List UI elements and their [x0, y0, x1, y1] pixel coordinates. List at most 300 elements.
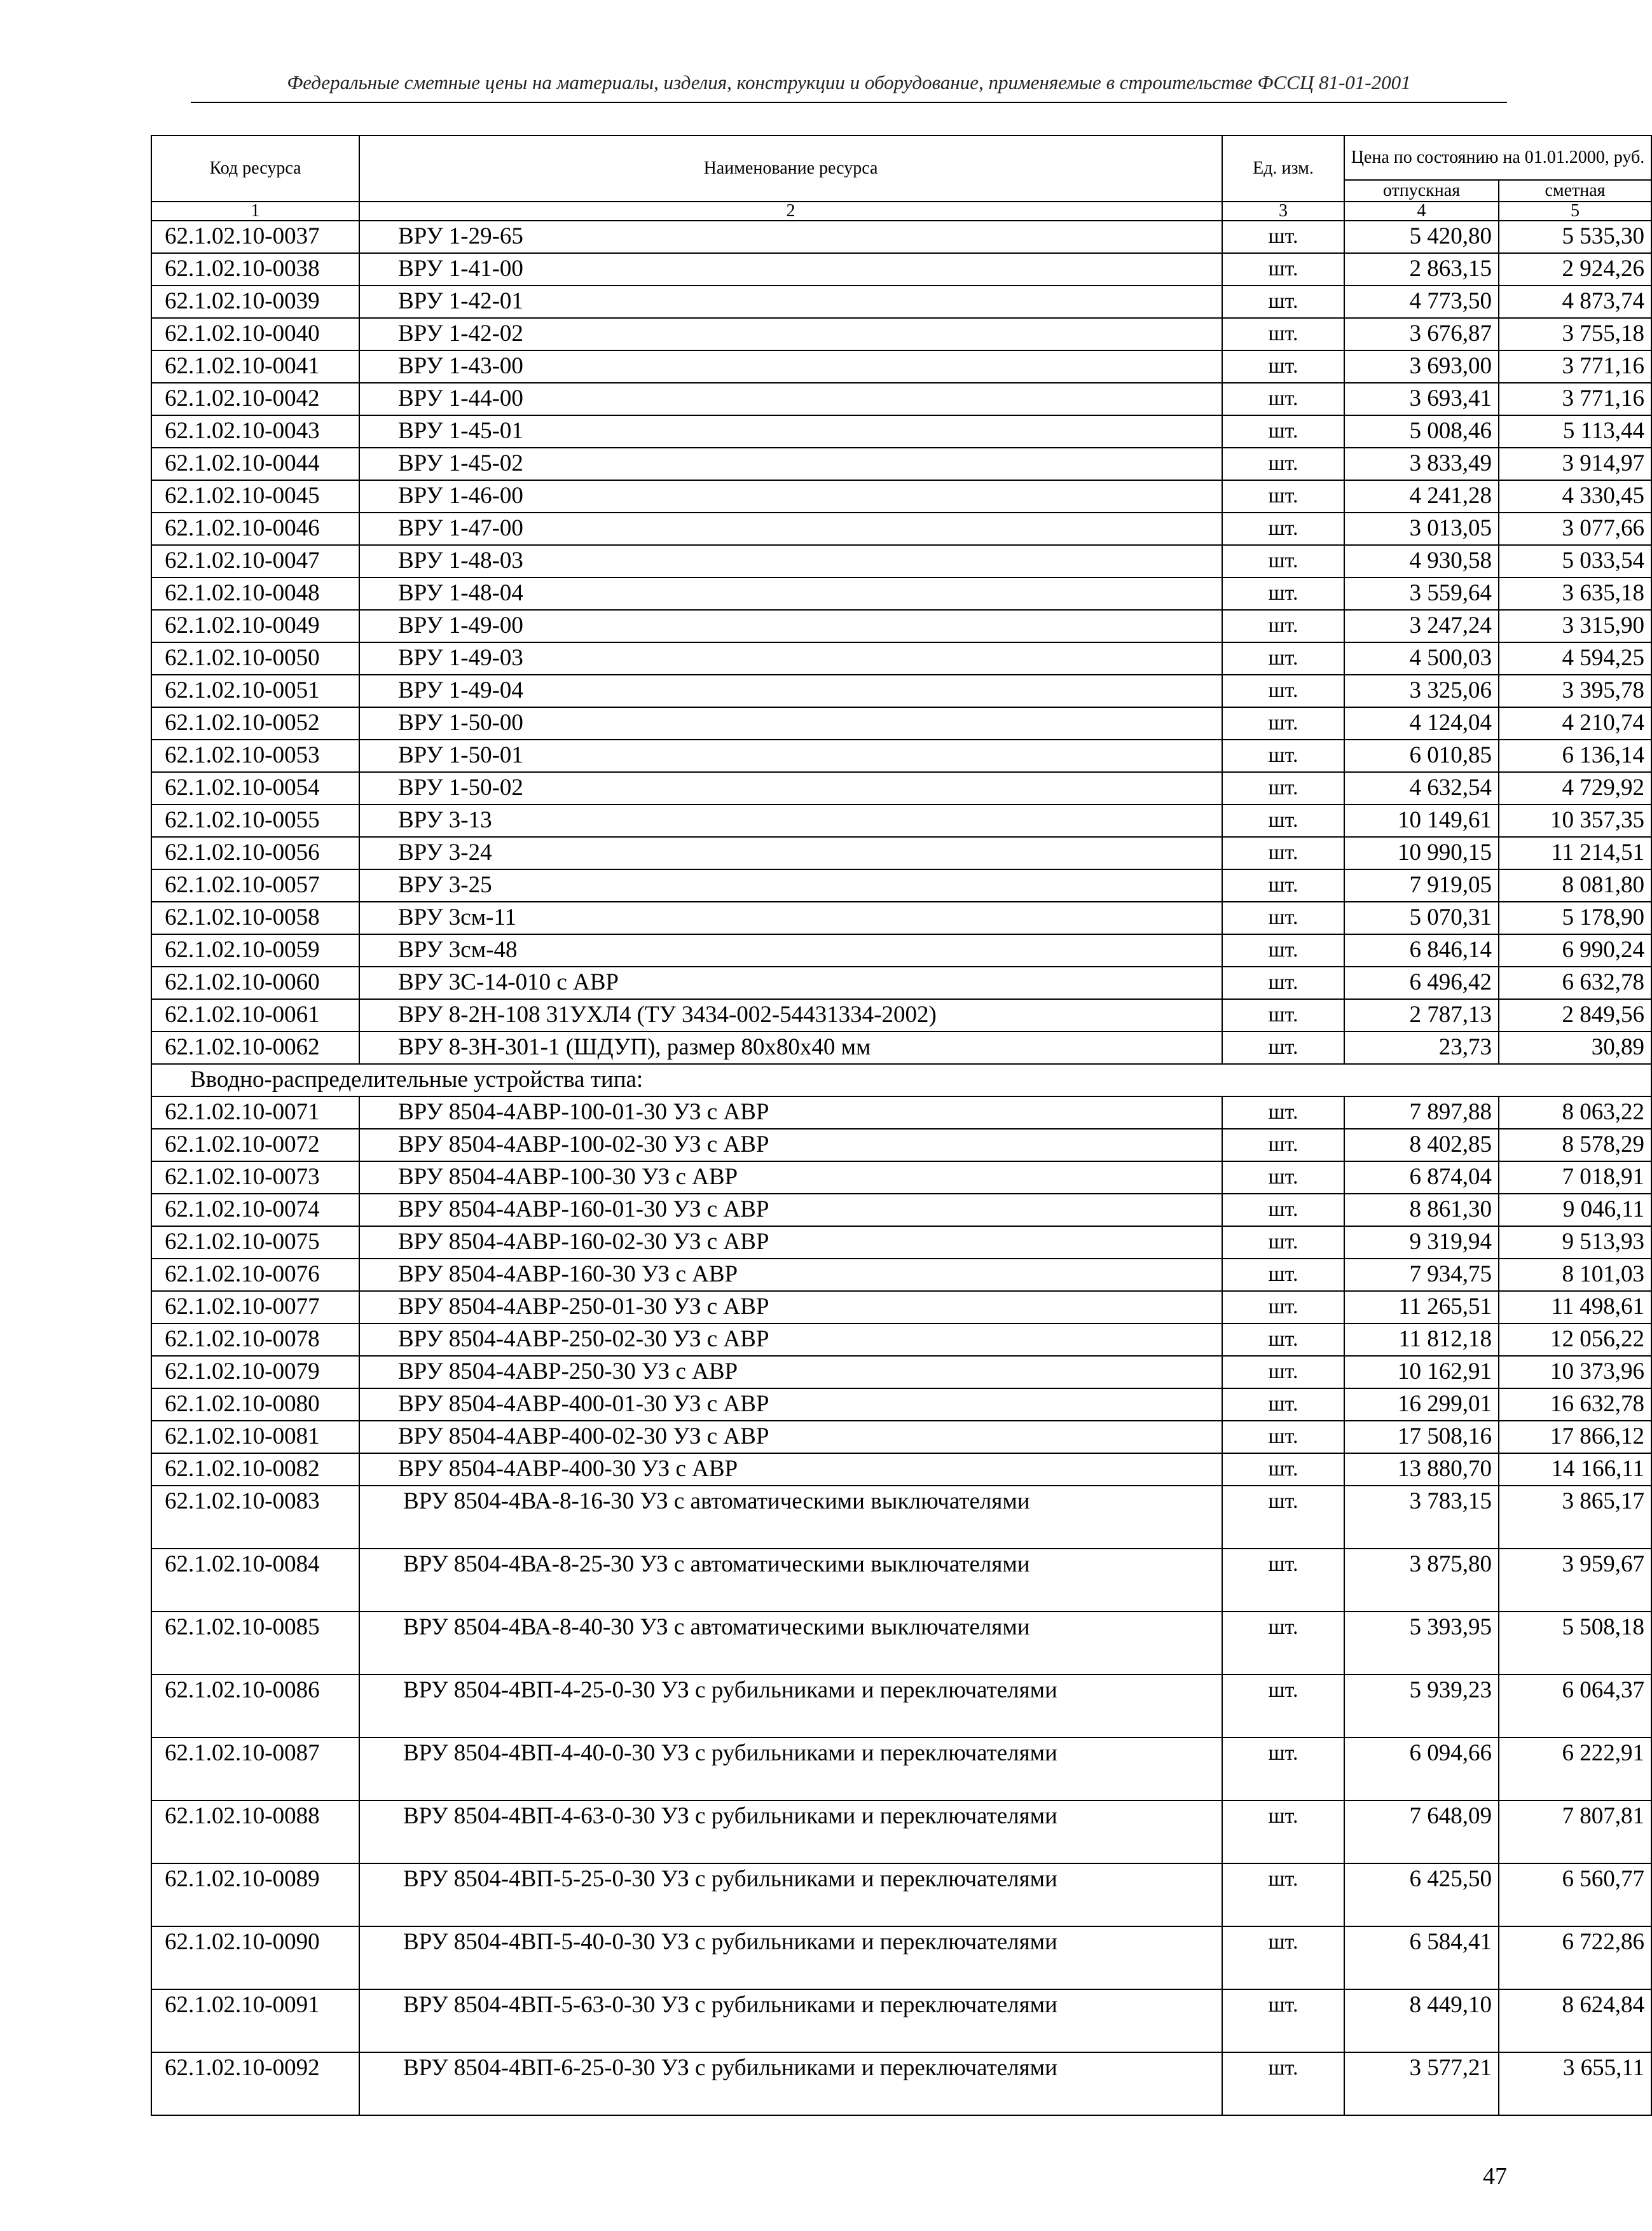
header-estimate-price: сметная — [1499, 180, 1651, 202]
resource-name: ВРУ 8504-4ВП-4-25-0-30 УЗ с рубильниками и переключателями — [359, 1675, 1222, 1737]
resource-name: ВРУ 8504-4АВР-250-30 УЗ с АВР — [359, 1356, 1222, 1388]
resource-name: ВРУ 1-47-00 — [359, 513, 1222, 545]
table-row — [151, 934, 1651, 967]
release-price: 5 393,95 — [1344, 1612, 1499, 1675]
resource-name: ВРУ 8504-4АВР-100-01-30 УЗ с АВР — [359, 1096, 1222, 1129]
unit: шт. — [1222, 1194, 1344, 1226]
release-price: 3 013,05 — [1344, 513, 1499, 545]
column-number: 1 — [151, 202, 359, 221]
unit: шт. — [1222, 1161, 1344, 1194]
release-price: 7 897,88 — [1344, 1096, 1499, 1129]
table-row — [151, 1291, 1651, 1323]
resource-name: ВРУ 8504-4АВР-250-01-30 УЗ с АВР — [359, 1291, 1222, 1323]
table-row — [151, 2052, 1651, 2115]
release-price: 6 010,85 — [1344, 740, 1499, 772]
estimate-price: 3 914,97 — [1499, 448, 1651, 480]
resource-code: 62.1.02.10-0074 — [151, 1194, 359, 1226]
estimate-price: 4 594,25 — [1499, 642, 1651, 675]
table-row — [151, 1863, 1651, 1926]
resource-code: 62.1.02.10-0055 — [151, 805, 359, 837]
unit: шт. — [1222, 1226, 1344, 1259]
release-price: 8 449,10 — [1344, 1989, 1499, 2052]
resource-name: ВРУ 1-29-65 — [359, 221, 1222, 253]
resource-name: ВРУ 3см-11 — [359, 902, 1222, 934]
unit: шт. — [1222, 1549, 1344, 1612]
table-row — [151, 221, 1651, 253]
resource-code: 62.1.02.10-0083 — [151, 1486, 359, 1549]
table-row — [151, 1549, 1651, 1612]
table-row — [151, 902, 1651, 934]
unit: шт. — [1222, 1612, 1344, 1675]
estimate-price: 3 959,67 — [1499, 1549, 1651, 1612]
estimate-price: 6 990,24 — [1499, 934, 1651, 967]
release-price: 17 508,16 — [1344, 1421, 1499, 1453]
resource-code: 62.1.02.10-0084 — [151, 1549, 359, 1612]
resource-name: ВРУ 1-50-02 — [359, 772, 1222, 805]
release-price: 3 693,00 — [1344, 350, 1499, 383]
resource-name: ВРУ 1-49-03 — [359, 642, 1222, 675]
resource-code: 62.1.02.10-0076 — [151, 1259, 359, 1291]
estimate-price: 4 210,74 — [1499, 707, 1651, 740]
resource-code: 62.1.02.10-0041 — [151, 350, 359, 383]
unit: шт. — [1222, 513, 1344, 545]
release-price: 7 934,75 — [1344, 1259, 1499, 1291]
table-row — [151, 480, 1651, 513]
release-price: 6 094,66 — [1344, 1737, 1499, 1800]
unit: шт. — [1222, 1453, 1344, 1486]
release-price: 6 425,50 — [1344, 1863, 1499, 1926]
release-price: 5 420,80 — [1344, 221, 1499, 253]
release-price: 4 632,54 — [1344, 772, 1499, 805]
table-row — [151, 1388, 1651, 1421]
release-price: 4 124,04 — [1344, 707, 1499, 740]
table-row — [151, 318, 1651, 350]
estimate-price: 16 632,78 — [1499, 1388, 1651, 1421]
release-price: 3 833,49 — [1344, 448, 1499, 480]
estimate-price: 3 865,17 — [1499, 1486, 1651, 1549]
table-row — [151, 1194, 1651, 1226]
resource-code: 62.1.02.10-0050 — [151, 642, 359, 675]
table-row — [151, 1486, 1651, 1549]
estimate-price: 3 315,90 — [1499, 610, 1651, 642]
unit: шт. — [1222, 1032, 1344, 1064]
table-row — [151, 1323, 1651, 1356]
resource-name: ВРУ 1-50-01 — [359, 740, 1222, 772]
estimate-price: 7 018,91 — [1499, 1161, 1651, 1194]
estimate-price: 9 513,93 — [1499, 1226, 1651, 1259]
header-unit: Ед. изм. — [1222, 135, 1344, 202]
table-row — [151, 513, 1651, 545]
estimate-price: 5 508,18 — [1499, 1612, 1651, 1675]
page-header: Федеральные сметные цены на материалы, изделия, конструкции и оборудование, применяемые в строительстве ФССЦ 81-01-2001 — [287, 71, 1411, 93]
unit: шт. — [1222, 1863, 1344, 1926]
resource-code: 62.1.02.10-0085 — [151, 1612, 359, 1675]
resource-name: ВРУ 3С-14-010 с АВР — [359, 967, 1222, 999]
release-price: 6 496,42 — [1344, 967, 1499, 999]
resource-name: ВРУ 1-49-00 — [359, 610, 1222, 642]
unit: шт. — [1222, 1800, 1344, 1863]
resource-code: 62.1.02.10-0039 — [151, 286, 359, 318]
estimate-price: 5 033,54 — [1499, 545, 1651, 577]
resource-name: ВРУ 8504-4ВП-4-63-0-30 УЗ с рубильниками и переключателями — [359, 1800, 1222, 1863]
release-price: 8 861,30 — [1344, 1194, 1499, 1226]
resource-code: 62.1.02.10-0060 — [151, 967, 359, 999]
table-row — [151, 1421, 1651, 1453]
unit: шт. — [1222, 1259, 1344, 1291]
estimate-price: 6 722,86 — [1499, 1926, 1651, 1989]
release-price: 3 875,80 — [1344, 1549, 1499, 1612]
unit: шт. — [1222, 1291, 1344, 1323]
estimate-price: 7 807,81 — [1499, 1800, 1651, 1863]
release-price: 3 577,21 — [1344, 2052, 1499, 2115]
table-row — [151, 1453, 1651, 1486]
resource-name: ВРУ 8504-4ВП-5-25-0-30 УЗ с рубильниками и переключателями — [359, 1863, 1222, 1926]
table-row — [151, 577, 1651, 610]
resource-code: 62.1.02.10-0079 — [151, 1356, 359, 1388]
estimate-price: 10 357,35 — [1499, 805, 1651, 837]
unit: шт. — [1222, 1989, 1344, 2052]
estimate-price: 3 655,11 — [1499, 2052, 1651, 2115]
section-title: Вводно-распределительные устройства типа: — [151, 1064, 1651, 1096]
column-number-row — [151, 202, 1651, 221]
release-price: 3 559,64 — [1344, 577, 1499, 610]
unit: шт. — [1222, 221, 1344, 253]
estimate-price: 11 214,51 — [1499, 837, 1651, 869]
header-name: Наименование ресурса — [359, 135, 1222, 202]
release-price: 5 070,31 — [1344, 902, 1499, 934]
unit: шт. — [1222, 350, 1344, 383]
resource-code: 62.1.02.10-0072 — [151, 1129, 359, 1161]
estimate-price: 3 771,16 — [1499, 383, 1651, 415]
release-price: 8 402,85 — [1344, 1129, 1499, 1161]
release-price: 6 874,04 — [1344, 1161, 1499, 1194]
estimate-price: 12 056,22 — [1499, 1323, 1651, 1356]
resource-code: 62.1.02.10-0092 — [151, 2052, 359, 2115]
release-price: 13 880,70 — [1344, 1453, 1499, 1486]
table-row — [151, 675, 1651, 707]
resource-name: ВРУ 8504-4АВР-160-30 УЗ с АВР — [359, 1259, 1222, 1291]
resource-name: ВРУ 8504-4ВП-4-40-0-30 УЗ с рубильниками и переключателями — [359, 1737, 1222, 1800]
resource-code: 62.1.02.10-0059 — [151, 934, 359, 967]
estimate-price: 3 755,18 — [1499, 318, 1651, 350]
unit: шт. — [1222, 902, 1344, 934]
header-price: Цена по состоянию на 01.01.2000, руб. — [1344, 135, 1651, 180]
estimate-price: 3 771,16 — [1499, 350, 1651, 383]
table-row — [151, 837, 1651, 869]
unit: шт. — [1222, 1388, 1344, 1421]
table-row — [151, 1675, 1651, 1737]
release-price: 3 783,15 — [1344, 1486, 1499, 1549]
table-row — [151, 1259, 1651, 1291]
release-price: 4 241,28 — [1344, 480, 1499, 513]
release-price: 10 990,15 — [1344, 837, 1499, 869]
unit: шт. — [1222, 1926, 1344, 1989]
resource-name: ВРУ 8504-4ВП-5-63-0-30 УЗ с рубильниками и переключателями — [359, 1989, 1222, 2052]
estimate-price: 2 849,56 — [1499, 999, 1651, 1032]
resource-code: 62.1.02.10-0037 — [151, 221, 359, 253]
resource-code: 62.1.02.10-0073 — [151, 1161, 359, 1194]
unit: шт. — [1222, 577, 1344, 610]
table-row — [151, 740, 1651, 772]
section-row — [151, 1064, 1651, 1096]
estimate-price: 8 624,84 — [1499, 1989, 1651, 2052]
table-row — [151, 1737, 1651, 1800]
unit: шт. — [1222, 480, 1344, 513]
table-row — [151, 967, 1651, 999]
estimate-price: 9 046,11 — [1499, 1194, 1651, 1226]
header-code: Код ресурса — [151, 135, 359, 202]
resource-code: 62.1.02.10-0077 — [151, 1291, 359, 1323]
resource-name: ВРУ 1-41-00 — [359, 253, 1222, 286]
unit: шт. — [1222, 253, 1344, 286]
price-table — [151, 135, 1652, 2116]
release-price: 4 930,58 — [1344, 545, 1499, 577]
unit: шт. — [1222, 1421, 1344, 1453]
resource-name: ВРУ 3-13 — [359, 805, 1222, 837]
table-row — [151, 707, 1651, 740]
resource-name: ВРУ 8504-4ВП-5-40-0-30 УЗ с рубильниками и переключателями — [359, 1926, 1222, 1989]
resource-name: ВРУ 8504-4ВП-6-25-0-30 УЗ с рубильниками и переключателями — [359, 2052, 1222, 2115]
resource-name: ВРУ 1-45-01 — [359, 415, 1222, 448]
release-price: 3 693,41 — [1344, 383, 1499, 415]
estimate-price: 3 635,18 — [1499, 577, 1651, 610]
table-row — [151, 1800, 1651, 1863]
resource-name: ВРУ 8504-4АВР-400-02-30 УЗ с АВР — [359, 1421, 1222, 1453]
resource-name: ВРУ 1-49-04 — [359, 675, 1222, 707]
unit: шт. — [1222, 610, 1344, 642]
unit: шт. — [1222, 1129, 1344, 1161]
resource-code: 62.1.02.10-0044 — [151, 448, 359, 480]
estimate-price: 5 535,30 — [1499, 221, 1651, 253]
resource-code: 62.1.02.10-0038 — [151, 253, 359, 286]
release-price: 3 247,24 — [1344, 610, 1499, 642]
resource-name: ВРУ 1-48-03 — [359, 545, 1222, 577]
resource-code: 62.1.02.10-0088 — [151, 1800, 359, 1863]
resource-code: 62.1.02.10-0071 — [151, 1096, 359, 1129]
table-row — [151, 1161, 1651, 1194]
resource-code: 62.1.02.10-0042 — [151, 383, 359, 415]
release-price: 5 939,23 — [1344, 1675, 1499, 1737]
resource-code: 62.1.02.10-0056 — [151, 837, 359, 869]
unit: шт. — [1222, 1323, 1344, 1356]
resource-name: ВРУ 8504-4ВА-8-40-30 УЗ с автоматическими выключателями — [359, 1612, 1222, 1675]
unit: шт. — [1222, 675, 1344, 707]
table-row — [151, 383, 1651, 415]
estimate-price: 8 101,03 — [1499, 1259, 1651, 1291]
estimate-price: 4 729,92 — [1499, 772, 1651, 805]
resource-code: 62.1.02.10-0091 — [151, 1989, 359, 2052]
unit: шт. — [1222, 2052, 1344, 2115]
unit: шт. — [1222, 286, 1344, 318]
release-price: 6 846,14 — [1344, 934, 1499, 967]
resource-code: 62.1.02.10-0062 — [151, 1032, 359, 1064]
estimate-price: 17 866,12 — [1499, 1421, 1651, 1453]
resource-name: ВРУ 8504-4АВР-400-01-30 УЗ с АВР — [359, 1388, 1222, 1421]
resource-code: 62.1.02.10-0061 — [151, 999, 359, 1032]
resource-name: ВРУ 1-42-01 — [359, 286, 1222, 318]
resource-code: 62.1.02.10-0054 — [151, 772, 359, 805]
resource-name: ВРУ 3-25 — [359, 869, 1222, 902]
estimate-price: 6 064,37 — [1499, 1675, 1651, 1737]
release-price: 4 773,50 — [1344, 286, 1499, 318]
page-number: 47 — [1483, 2163, 1507, 2190]
estimate-price: 8 063,22 — [1499, 1096, 1651, 1129]
estimate-price: 6 560,77 — [1499, 1863, 1651, 1926]
unit: шт. — [1222, 1737, 1344, 1800]
release-price: 2 787,13 — [1344, 999, 1499, 1032]
release-price: 3 325,06 — [1344, 675, 1499, 707]
table-row — [151, 1612, 1651, 1675]
release-price: 9 319,94 — [1344, 1226, 1499, 1259]
table-row — [151, 1356, 1651, 1388]
unit: шт. — [1222, 318, 1344, 350]
estimate-price: 6 632,78 — [1499, 967, 1651, 999]
unit: шт. — [1222, 999, 1344, 1032]
table-row — [151, 999, 1651, 1032]
release-price: 7 919,05 — [1344, 869, 1499, 902]
resource-name: ВРУ 8504-4ВА-8-25-30 УЗ с автоматическими выключателями — [359, 1549, 1222, 1612]
resource-name: ВРУ 8-2Н-108 31УХЛ4 (ТУ 3434-002-54431334-2002) — [359, 999, 1222, 1032]
resource-code: 62.1.02.10-0047 — [151, 545, 359, 577]
release-price: 11 265,51 — [1344, 1291, 1499, 1323]
resource-code: 62.1.02.10-0052 — [151, 707, 359, 740]
resource-code: 62.1.02.10-0090 — [151, 1926, 359, 1989]
estimate-price: 8 081,80 — [1499, 869, 1651, 902]
resource-name: ВРУ 1-43-00 — [359, 350, 1222, 383]
release-price: 3 676,87 — [1344, 318, 1499, 350]
column-number: 2 — [359, 202, 1222, 221]
header-release-price: отпускная — [1344, 180, 1499, 202]
header-rule — [191, 102, 1507, 103]
estimate-price: 8 578,29 — [1499, 1129, 1651, 1161]
unit: шт. — [1222, 707, 1344, 740]
resource-name: ВРУ 1-50-00 — [359, 707, 1222, 740]
release-price: 16 299,01 — [1344, 1388, 1499, 1421]
estimate-price: 10 373,96 — [1499, 1356, 1651, 1388]
estimate-price: 6 136,14 — [1499, 740, 1651, 772]
resource-code: 62.1.02.10-0057 — [151, 869, 359, 902]
resource-code: 62.1.02.10-0082 — [151, 1453, 359, 1486]
table-row — [151, 286, 1651, 318]
resource-code: 62.1.02.10-0089 — [151, 1863, 359, 1926]
estimate-price: 11 498,61 — [1499, 1291, 1651, 1323]
release-price: 10 162,91 — [1344, 1356, 1499, 1388]
release-price: 6 584,41 — [1344, 1926, 1499, 1989]
resource-name: ВРУ 8504-4АВР-160-02-30 УЗ с АВР — [359, 1226, 1222, 1259]
resource-code: 62.1.02.10-0087 — [151, 1737, 359, 1800]
unit: шт. — [1222, 1486, 1344, 1549]
resource-name: ВРУ 8504-4АВР-160-01-30 УЗ с АВР — [359, 1194, 1222, 1226]
table-row — [151, 1032, 1651, 1064]
estimate-price: 4 873,74 — [1499, 286, 1651, 318]
resource-name: ВРУ 8504-4ВА-8-16-30 УЗ с автоматическими выключателями — [359, 1486, 1222, 1549]
table-row — [151, 1989, 1651, 2052]
resource-name: ВРУ 1-44-00 — [359, 383, 1222, 415]
resource-code: 62.1.02.10-0080 — [151, 1388, 359, 1421]
unit: шт. — [1222, 642, 1344, 675]
resource-code: 62.1.02.10-0075 — [151, 1226, 359, 1259]
table-row — [151, 448, 1651, 480]
table-row — [151, 415, 1651, 448]
resource-code: 62.1.02.10-0048 — [151, 577, 359, 610]
unit: шт. — [1222, 1096, 1344, 1129]
resource-code: 62.1.02.10-0078 — [151, 1323, 359, 1356]
table-body — [151, 221, 1651, 2115]
estimate-price: 14 166,11 — [1499, 1453, 1651, 1486]
unit: шт. — [1222, 934, 1344, 967]
unit: шт. — [1222, 448, 1344, 480]
table-row — [151, 1129, 1651, 1161]
resource-name: ВРУ 3-24 — [359, 837, 1222, 869]
release-price: 2 863,15 — [1344, 253, 1499, 286]
resource-name: ВРУ 1-46-00 — [359, 480, 1222, 513]
column-number: 5 — [1499, 202, 1651, 221]
resource-name: ВРУ 8504-4АВР-100-30 УЗ с АВР — [359, 1161, 1222, 1194]
release-price: 4 500,03 — [1344, 642, 1499, 675]
unit: шт. — [1222, 772, 1344, 805]
release-price: 7 648,09 — [1344, 1800, 1499, 1863]
table-row — [151, 610, 1651, 642]
resource-code: 62.1.02.10-0046 — [151, 513, 359, 545]
resource-code: 62.1.02.10-0086 — [151, 1675, 359, 1737]
resource-name: ВРУ 1-45-02 — [359, 448, 1222, 480]
unit: шт. — [1222, 869, 1344, 902]
unit: шт. — [1222, 805, 1344, 837]
estimate-price: 5 178,90 — [1499, 902, 1651, 934]
resource-code: 62.1.02.10-0049 — [151, 610, 359, 642]
release-price: 11 812,18 — [1344, 1323, 1499, 1356]
resource-name: ВРУ 1-42-02 — [359, 318, 1222, 350]
column-number: 4 — [1344, 202, 1499, 221]
table-row — [151, 1926, 1651, 1989]
table-row — [151, 1226, 1651, 1259]
unit: шт. — [1222, 1675, 1344, 1737]
resource-name: ВРУ 8-3Н-301-1 (ШДУП), размер 80х80х40 мм — [359, 1032, 1222, 1064]
resource-code: 62.1.02.10-0058 — [151, 902, 359, 934]
release-price: 5 008,46 — [1344, 415, 1499, 448]
unit: шт. — [1222, 1356, 1344, 1388]
estimate-price: 6 222,91 — [1499, 1737, 1651, 1800]
resource-code: 62.1.02.10-0053 — [151, 740, 359, 772]
resource-name: ВРУ 3см-48 — [359, 934, 1222, 967]
resource-name: ВРУ 8504-4АВР-100-02-30 УЗ с АВР — [359, 1129, 1222, 1161]
table-row — [151, 772, 1651, 805]
table-row — [151, 1096, 1651, 1129]
estimate-price: 3 395,78 — [1499, 675, 1651, 707]
resource-name: ВРУ 1-48-04 — [359, 577, 1222, 610]
resource-code: 62.1.02.10-0040 — [151, 318, 359, 350]
unit: шт. — [1222, 740, 1344, 772]
estimate-price: 3 077,66 — [1499, 513, 1651, 545]
estimate-price: 30,89 — [1499, 1032, 1651, 1064]
table-row — [151, 350, 1651, 383]
unit: шт. — [1222, 967, 1344, 999]
estimate-price: 2 924,26 — [1499, 253, 1651, 286]
estimate-price: 5 113,44 — [1499, 415, 1651, 448]
table-row — [151, 253, 1651, 286]
unit: шт. — [1222, 383, 1344, 415]
resource-code: 62.1.02.10-0043 — [151, 415, 359, 448]
unit: шт. — [1222, 415, 1344, 448]
resource-code: 62.1.02.10-0051 — [151, 675, 359, 707]
resource-code: 62.1.02.10-0045 — [151, 480, 359, 513]
estimate-price: 4 330,45 — [1499, 480, 1651, 513]
column-number: 3 — [1222, 202, 1344, 221]
table-row — [151, 805, 1651, 837]
table-row — [151, 642, 1651, 675]
release-price: 10 149,61 — [1344, 805, 1499, 837]
release-price: 23,73 — [1344, 1032, 1499, 1064]
